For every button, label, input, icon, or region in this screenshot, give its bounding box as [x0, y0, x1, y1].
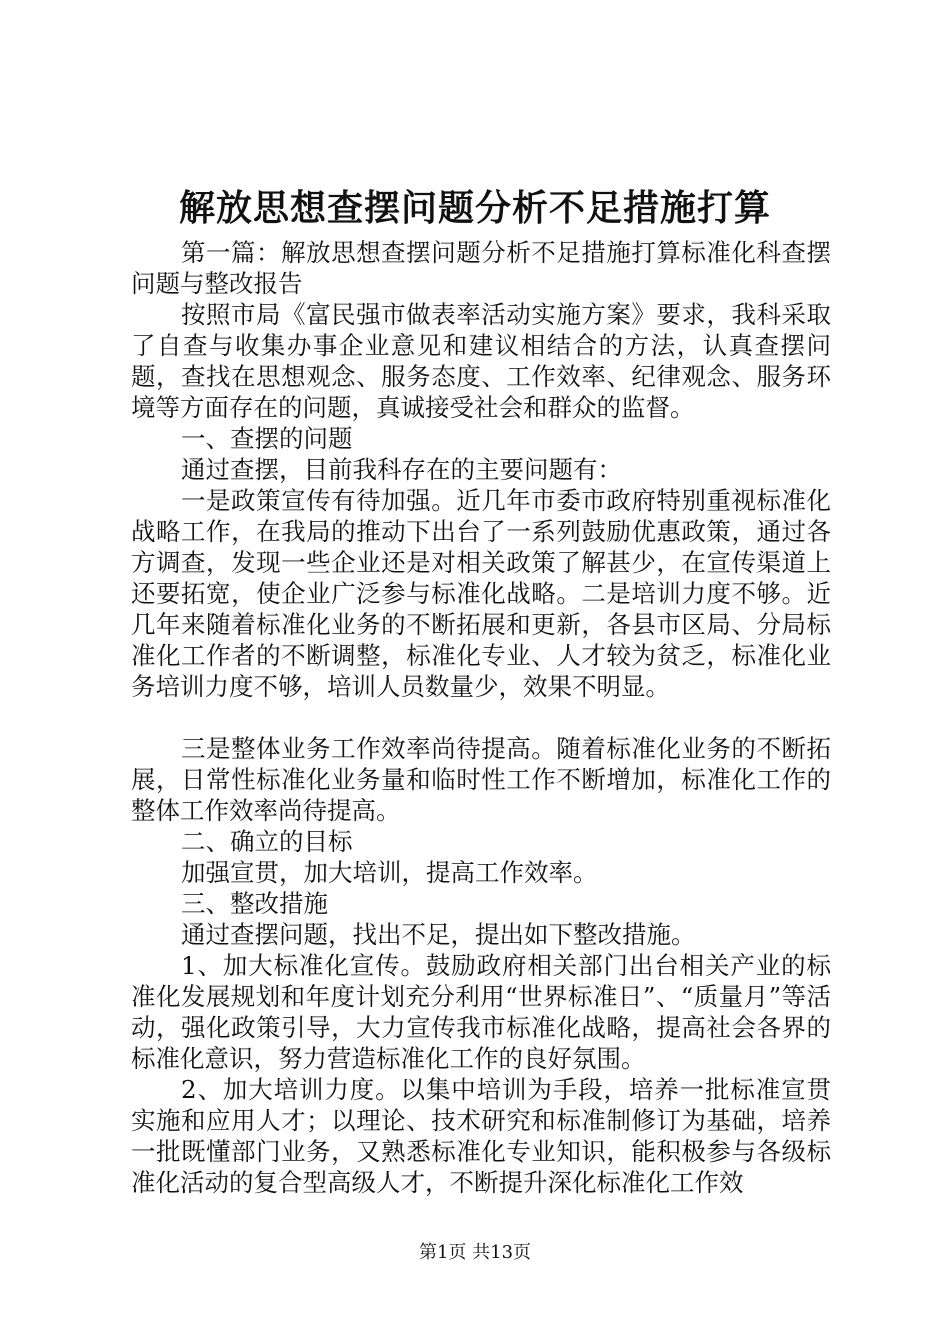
section-heading: 三、整改措施 — [181, 889, 328, 918]
paragraph: 1、加大标准化宣传。鼓励政府相关部门出台相关产业的标准化发展规划和年度计划充分利用“世界标准日”、“质量月”等活动，强化政策引导，大力宣传我市标准化战略，提高社会各界的标准化意识，努力营造标准化工作的良好氛围。 — [131, 951, 831, 1073]
paragraph: 通过查摆问题，找出不足，提出如下整改措施。 — [181, 920, 696, 949]
paragraph: 2、加大培训力度。以集中培训为手段，培养一批标准宣贯实施和应用人才；以理论、技术研究和标准制修订为基础，培养一批既懂部门业务，又熟悉标准化专业知识，能积极参与各级标准化活动的复合型高级人才，不断提升深化标准化工作效 — [131, 1075, 831, 1197]
paragraph: 加强宣贯，加大培训，提高工作效率。 — [181, 858, 598, 887]
paragraph: 一是政策宣传有待加强。近几年市委市政府特别重视标准化战略工作，在我局的推动下出台了一系列鼓励优惠政策，通过各方调查，发现一些企业还是对相关政策了解甚少，在宣传渠道上还要拓宽，使企业广泛参与标准化战略。二是培训力度不够。近几年来随着标准化业务的不断拓展和更新，各县市区局、分局标准化工作者的不断调整，标准化专业、人才较为贫乏，标准化业务培训力度不够，培训人员数量少，效果不明显。 — [131, 486, 831, 701]
document-body — [131, 237, 831, 1198]
section-heading: 二、确立的目标 — [181, 827, 353, 856]
page-footer: 第1页 共13页 — [418, 1242, 532, 1263]
paragraph: 三是整体业务工作效率尚待提高。随着标准化业务的不断拓展，日常性标准化业务量和临时性工作不断增加，标准化工作的整体工作效率尚待提高。 — [131, 734, 831, 825]
section-heading: 一、查摆的问题 — [181, 424, 353, 453]
paragraph: 按照市局《富民强市做表率活动实施方案》要求，我科采取了自查与收集办事企业意见和建议相结合的方法，认真查摆问题，查找在思想观念、服务态度、工作效率、纪律观念、服务环境等方面存在的问题，真诚接受社会和群众的监督。 — [131, 300, 831, 422]
paragraph: 通过查摆，目前我科存在的主要问题有： — [181, 455, 622, 484]
document-title: 解放思想查摆问题分析不足措施打算 — [178, 187, 771, 229]
paragraph: 第一篇：解放思想查摆问题分析不足措施打算标准化科查摆问题与整改报告 — [131, 238, 831, 298]
